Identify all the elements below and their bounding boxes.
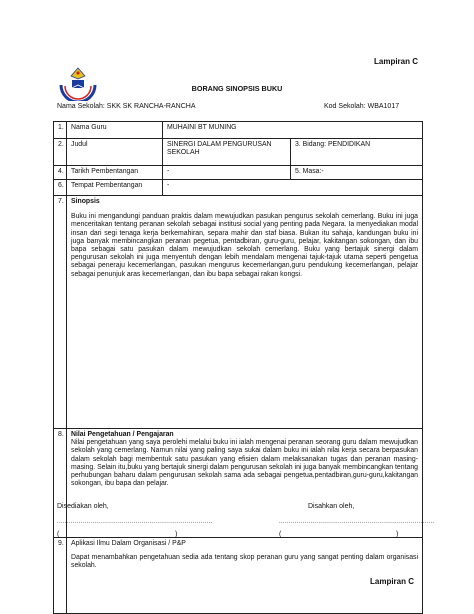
synopsis-section	[67, 196, 423, 429]
school-logo-emblem	[57, 65, 99, 101]
field-value-teacher[interactable]: MUHAINI BT MUNING	[163, 122, 423, 139]
synopsis-form-table	[53, 121, 423, 614]
form-title: BORANG SINOPSIS BUKU	[191, 84, 283, 93]
field-value-place[interactable]: -	[163, 180, 423, 196]
row-teacher-name	[54, 122, 423, 139]
section-heading-application: Aplikasi Ilmu Dalam Organisasi / P&P	[71, 540, 186, 547]
knowledge-text[interactable]: Nilai pengetahuan yang saya perolehi melalui buku ini ialah mengenai peranan seorang guru dalam mewujudkan sekolah yang cemerlang. Namun nilai yang paling saya sukai dalam buku ini ialah nilai kerja secara berpasukan dalam sekolah bagi membentuk satu pasukan yang efisien dalam melaksanakan tugas dan peranan masing-masing. Selain itu,buku yang bertajuk sinergi dalam pengurusan sekolah ini juga banyak membincangkan tentang perhubungan baharu dalam pengurusan sekolah sama ada sebagai pengetua,pentadbiran,guru-guru,kakitangan sokongan, ibu bapa dan pelajar.	[71, 439, 419, 488]
row-presentation-place	[54, 180, 423, 196]
prepared-signature-line[interactable]: ...............................................................................	[57, 519, 213, 525]
school-name: Nama Sekolah: SKK SK RANCHA-RANCHA	[57, 103, 196, 110]
approved-signature-line[interactable]: ...............................................................................	[279, 519, 435, 525]
school-code: Kod Sekolah: WBA1017	[324, 103, 400, 110]
row-number: 9.	[54, 538, 67, 614]
row-number: 8.	[54, 429, 67, 538]
row-application	[54, 538, 423, 614]
field-value-field[interactable]: 3. Bidang: PENDIDIKAN	[291, 139, 423, 166]
row-synopsis	[54, 196, 423, 429]
row-number: 7.	[54, 196, 67, 429]
row-number: 4.	[54, 166, 67, 180]
row-number: 6.	[54, 180, 67, 196]
row-presentation-date	[54, 166, 423, 180]
field-label-title: Judul	[67, 139, 163, 166]
section-heading-synopsis: Sinopsis	[71, 198, 100, 205]
approved-by-label: Disahkan oleh,	[308, 503, 355, 510]
lampiran-label-bottom: Lampiran C	[370, 577, 415, 586]
prepared-name-close-paren: )	[175, 531, 178, 538]
row-number: 1.	[54, 122, 67, 139]
synopsis-text[interactable]: Buku ini mengandungi panduan praktis dalam mewujudkan pasukan pengurus sekolah cemerlang. Buku ini juga menceritakan tentang peranan sekolah sebagai institusi social yang penting pada Negara. Ia menyediakan modal insan dari segi tenaga kerja berkemahiran, separa mahir dan staf biasa. Bukan itu sahaja, kandungan buku ini juga banyak membincangkan peranan pegetua, pentadbiran, guru-guru, pelajar, kakitangan sokongan, dan ibu bapa sebagai satu pasukan dalam mewujudkan sekolah cemerlang. Buku yang bertajuk sinergi dalam pengurusan sekolah ini juga menyentuh dengan lebih mendalam mengenai tajuk-tajuk utama seperti pengetua sebagai peneraju kecemerlangan, pasukan mengurus kecemerlangan,guru pendukung kecemerlangan, pelajar sebagai penunjuk aras kecemerlangan, dan ibu bapa sebagai rakan kongsi.	[71, 213, 419, 278]
row-number: 2.	[54, 139, 67, 166]
approved-name-open-paren: (	[279, 531, 282, 538]
field-label-date: Tarikh Pembentangan	[67, 166, 163, 180]
field-value-time[interactable]: 5. Masa:-	[291, 166, 423, 180]
lampiran-label-top: Lampiran C	[374, 57, 419, 66]
application-text[interactable]: Dapat menambahkan pengetahuan sedia ada tentang skop peranan guru yang sangat penting dalam organisasi sekolah.	[71, 554, 419, 570]
row-title	[54, 139, 423, 166]
section-heading-knowledge: Nilai Pengetahuan / Pengajaran	[71, 431, 174, 438]
prepared-by-label: Disediakan oleh,	[57, 503, 109, 510]
approved-name-close-paren: )	[396, 531, 399, 538]
application-section	[67, 538, 423, 614]
field-label-place: Tempat Pembentangan	[67, 180, 163, 196]
field-value-title[interactable]: SINERGI DALAM PENGURUSAN SEKOLAH	[163, 139, 291, 166]
prepared-name-open-paren: (	[57, 531, 60, 538]
field-label-teacher: Nama Guru	[67, 122, 163, 139]
field-value-date[interactable]: -	[163, 166, 291, 180]
